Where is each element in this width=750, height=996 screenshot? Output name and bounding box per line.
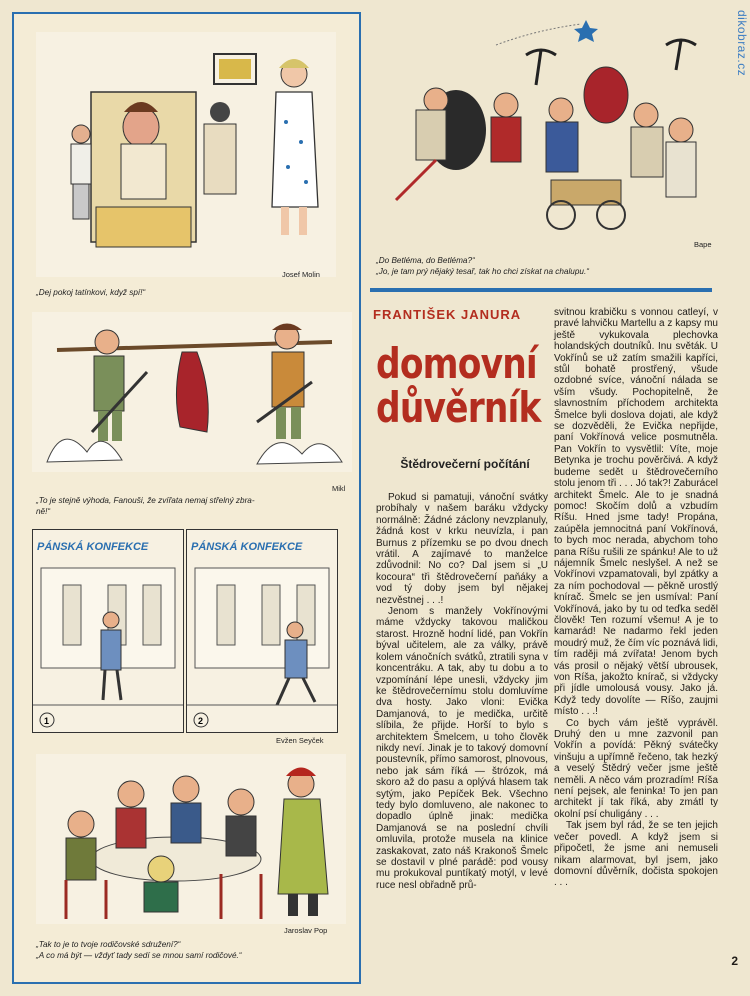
page-number: 2: [731, 954, 738, 968]
cartoon-bape: [376, 10, 724, 240]
article-paragraph: svitnou krabičku s vonnou catleyí, v pravé lahvičku Martellu a z kapsy mu ještě vykukovala plechovka holandských doutníků. Inu světák. U Vokřínů se už zatím smažili kapříci, stůl bohatě prostřený, všude ozdobné svíce, vánoční nálada se vším všudy. Pochopitelně, že slavnostním příchodem architekta Šmelce byli doslova dojati, ale když se dozvěděli, že Evička nepřijde, paní Vokřínová velice posmutněla. Pan Vokřín to vysvětlil: Víte, moje Betynka je trochu pověrčivá. A když budeme sedět u štědrovečerního stolu jenom tři . . . Jó tak?! Zaburácel architekt Šmelc. Ale to je snadná pomoc! Skočím dolů a vzbudím Ríšu. Hned jsme tady! Propána, zaúpěla jemnocitná paní Vokřínová, to bych moc nerada, abychom toho pana Ríšu rušili ze spánku! Ale to už nájemník Šmelc neslyšel. A než se Vokřínovi vzpamatovali, byl zpátky a za ním pochodoval — pěkně urostlý knírač. Šmelc se jen usmíval: Paní Vokřínová, jako by tu od teďka seděl člověk! Ten rozumí všemu! A je to kamarád! Ne nadarmo řekl jeden moudrý muž, že čím víc poznává lidi, tím raději má zvířata! Jenom bych vás prosil o nějaký větší ubrousek, von Ríša, jakožto knírač, si vždycky při jídle umolousá vousy. Jako já. Když tedy dovolíte — Ríšo, zaujmi místo . . .!: [554, 307, 718, 718]
cartoon-column: [12, 12, 361, 984]
credit-seycek: Evžen Seyček: [276, 736, 324, 745]
cartoon-seycek-panel-1: [32, 529, 184, 733]
article-title: [376, 339, 541, 432]
credit-molin: Josef Molin: [282, 270, 320, 279]
watermark: dikobraz.cz: [735, 10, 749, 77]
article-subtitle: Štědrovečerní počítání: [400, 457, 530, 471]
cartoon-mikl: [32, 312, 352, 472]
cartoon-molin: [36, 32, 336, 277]
article-paragraph: Jenom s manžely Vokřínovými máme vždycky takovou maličkou starost. Hrozně hodní lidé, pan Vokřín býval učitelem, ale za války, právě kolem vánočních svátků, ztratili syna v koncentráku. A tak, aby tu dobu a to vzpomínání lépe unesli, vždycky jim ke štědrovečernímu stolu domluvíme dva hosty. Jako vloni: Evička Damjanová, to je medička, určitě slíbila, že přijde. Horší to bylo s architektem Šmelcem, u toho člověk nikdy neví. Jinak je to takový domovní poustevník, přímo samorost, plnovous, nebo jak sám říká — štrózok, má skoro až do pasu a oplývá hlasem tak sytým, jako Pepíček Bek. Všechno tedy bylo domluveno, ale nakonec to dopadlo úplně jinak: medička Damjanová se na poslední chvíli omluvila, protože musela na klinice zaskakovat, zato náš Krakonoš Šmelc se dostavil v plné parádě: pod vousy mu prokukoval puntíkatý motýl, v levé ruce nesl obřadně prů-: [376, 606, 548, 891]
panel-number-2: 2: [198, 716, 204, 726]
credit-bape: Bape: [694, 240, 712, 249]
cartoon-pop: [36, 754, 346, 924]
article-paragraph: Co bych vám ještě vyprávěl. Druhý den u mne zazvonil pan Vokřín a povídá: Pěkný svátečky vinšuju a upřímně řečeno, tak hezký a veselý Štědrý večer jsme ještě neměli. A něco vám prozradím! Ríša není pejsek, ale feninka! To jen pan architekt jí tak říká, aby zmátl ty okolní psí chuligány . . .: [554, 717, 718, 820]
credit-mikl: Mikl: [332, 484, 346, 493]
article-paragraph: Pokud si pamatuji, vánoční svátky probíhaly v našem baráku vždycky normálně: Žádné záclony nevzplanuly, žádná kost v krku neuvízla, i pan Burnus z přízemku se po dvou dnech vrátil. A zajímavé to manželce zdůvodnil: No co? Dal jsem si „U kocoura“ tři štědrovečerní paňáky a vod tý doby jsem byl nějakej nezvěstnej . . .!: [376, 492, 548, 606]
caption-pop: „Tak to je to tvoje rodičovské sdružení?“ „A co má být — vždyť tady sedí se mnou samí rodičové.“: [36, 940, 242, 960]
caption-molin: „Dej pokoj tatínkovi, když spí!“: [36, 288, 146, 297]
cartoon-seycek-panel-2: [186, 529, 338, 733]
credit-pop: Jaroslav Pop: [284, 926, 328, 935]
article-title-line-2: důvěrník: [376, 383, 541, 432]
caption-mikl: „To je stejně výhoda, Fanouši, že zvířata nemaj střelný zbra- ně!“: [36, 496, 255, 516]
article-column-2: [554, 307, 718, 889]
article-rule: [370, 288, 712, 292]
caption-bape: „Do Betléma, do Betléma?“ „Jo, je tam prý nějaký tesař, tak ho chci získat na chalupu.“: [376, 256, 589, 276]
article-author: FRANTIŠEK JANURA: [373, 307, 522, 322]
shop-sign-1: PÁNSKÁ KONFEKCE: [37, 541, 149, 553]
shop-sign-2: PÁNSKÁ KONFEKCE: [191, 541, 303, 553]
article-title-line-1: domovní: [376, 339, 537, 388]
article-paragraph: Tak jsem byl rád, že se ten jejich večer povedl. A když jsem si připočetl, že jsme ani nemuseli nikam alarmovat, byl jsem, jako domovní důvěrník, dočista spokojen . . .: [554, 820, 718, 889]
panel-number-1: 1: [44, 716, 50, 726]
article-column-1: [376, 492, 548, 891]
